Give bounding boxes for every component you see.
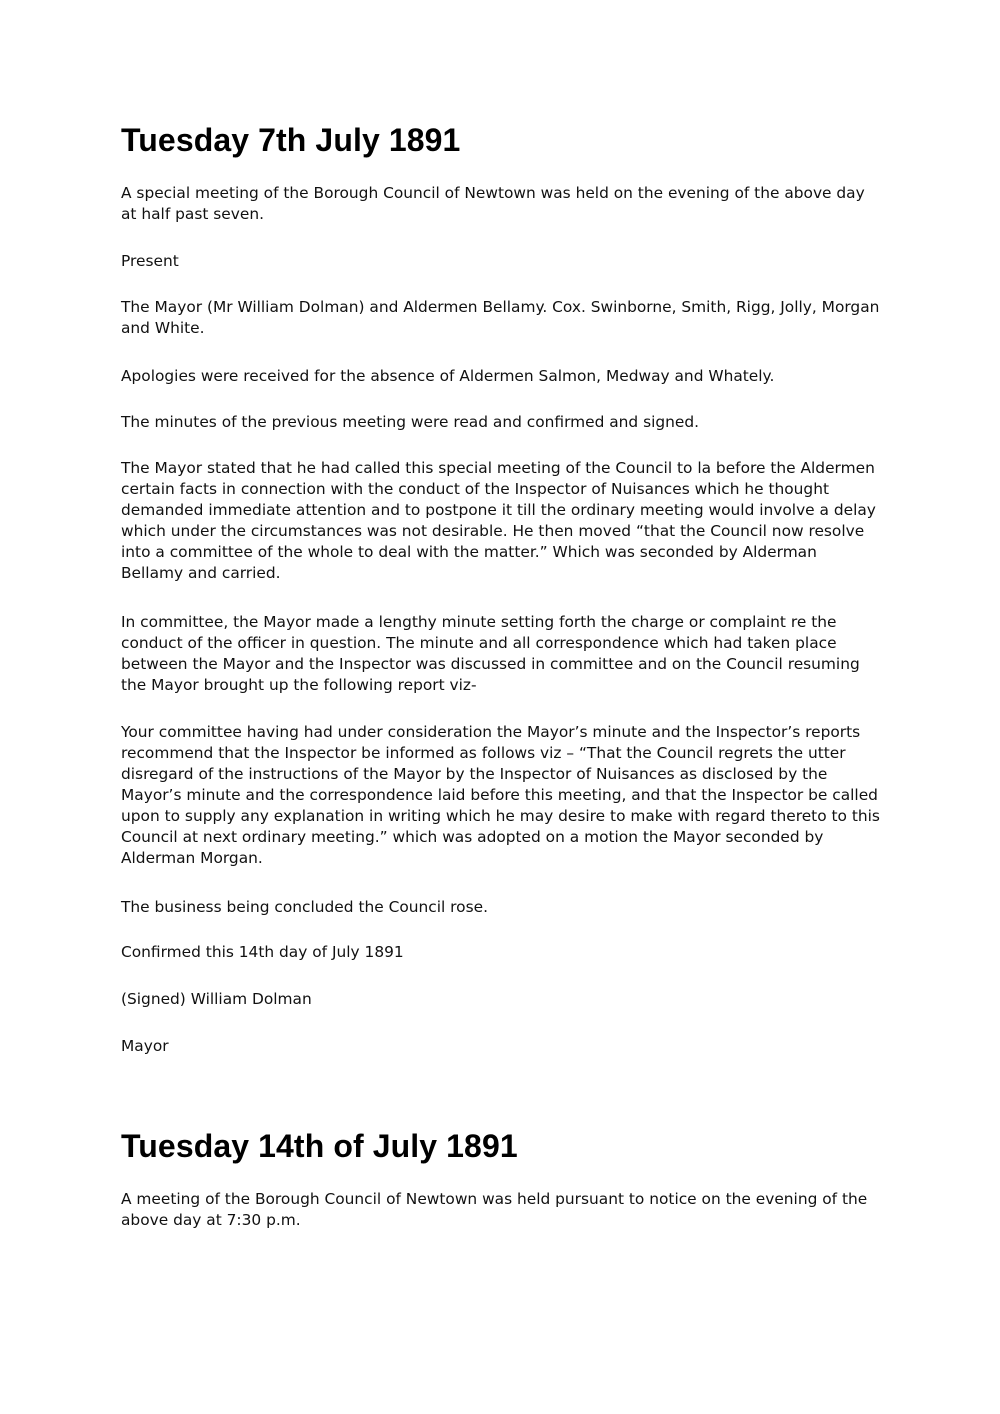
paragraph-attendees: The Mayor (Mr William Dolman) and Aldermen Bellamy. Cox. Swinborne, Smith, Rigg, Jolly, Morgan and White.	[121, 298, 880, 337]
paragraph-mayor-title: Mayor	[121, 1037, 169, 1055]
paragraph-minutes: The minutes of the previous meeting were read and confirmed and signed.	[121, 413, 700, 431]
paragraph-intro: A special meeting of the Borough Council of Newtown was held on the evening of the above day at half past seven.	[121, 184, 865, 223]
paragraph-business-concluded: The business being concluded the Council rose.	[121, 898, 488, 916]
paragraph-committee-report: Your committee having had under consideration the Mayor’s minute and the Inspector’s reports recommend that the Inspector be informed as follows viz – “That the Council regrets the utter disregard of the instructions of the Mayor by the Inspector of Nuisances as disclosed by the Mayor’s minute and the correspondence laid before this meeting, and that the Inspector be called upon to supply any explanation in writing which he may desire to make with regard thereto to this Council at next ordinary meeting.” which was adopted on a motion the Mayor seconded by Alderman Morgan.	[121, 723, 880, 867]
section-heading-2: Tuesday 14th of July 1891	[121, 1128, 518, 1164]
paragraph-signed: (Signed) William Dolman	[121, 990, 312, 1008]
paragraph-apologies: Apologies were received for the absence of Aldermen Salmon, Medway and Whately.	[121, 367, 775, 385]
section-heading-1: Tuesday 7th July 1891	[121, 122, 461, 158]
paragraph-mayor-statement: The Mayor stated that he had called this special meeting of the Council to la before the Aldermen certain facts in connection with the conduct of the Inspector of Nuisances which he thought demanded immediate attention and to postpone it till the ordinary meeting would involve a delay which under the circumstances was not desirable. He then moved “that the Council now resolve into a committee of the whole to deal with the matter.” Which was seconded by Alderman Bellamy and carried.	[121, 459, 876, 582]
paragraph-second-intro: A meeting of the Borough Council of Newtown was held pursuant to notice on the evening of the above day at 7:30 p.m.	[121, 1190, 868, 1229]
paragraph-confirmed: Confirmed this 14th day of July 1891	[121, 943, 404, 961]
paragraph-committee: In committee, the Mayor made a lengthy minute setting forth the charge or complaint re the conduct of the officer in question. The minute and all correspondence which had taken place between the Mayor and the Inspector was discussed in committee and on the Council resuming the Mayor brought up the following report viz-	[121, 613, 860, 694]
paragraph-present-label: Present	[121, 252, 179, 270]
